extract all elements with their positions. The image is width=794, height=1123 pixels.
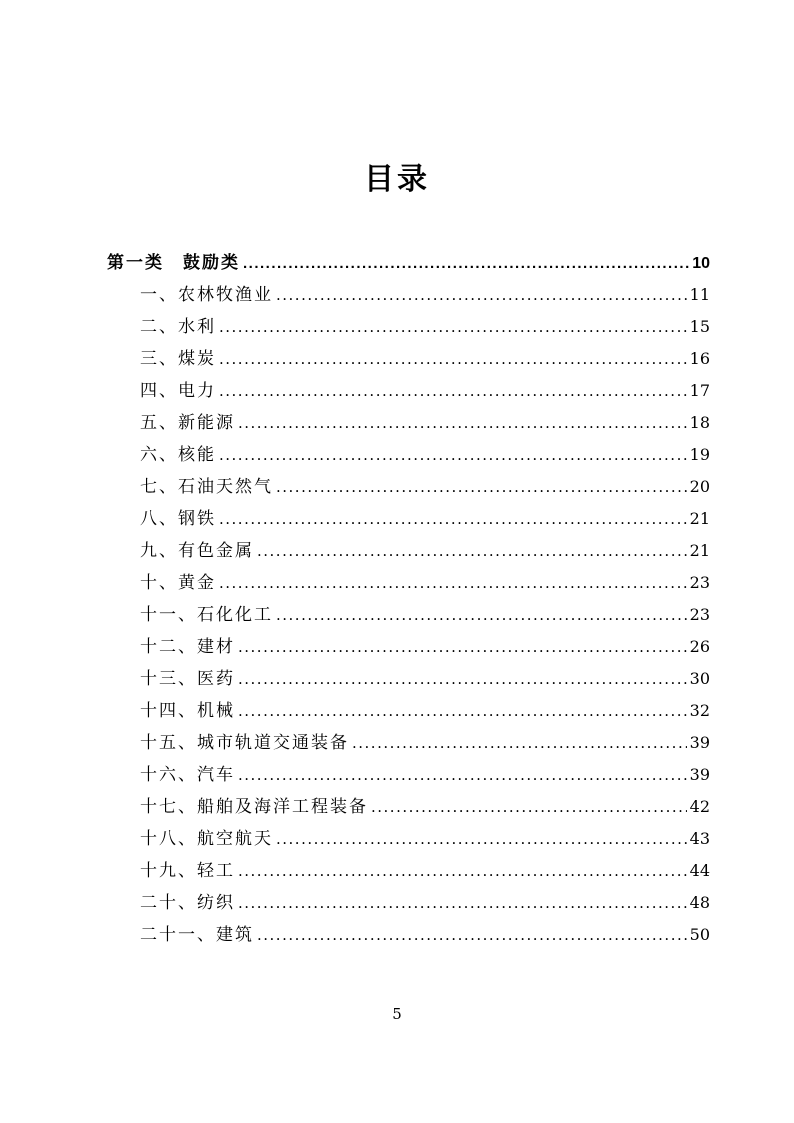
page-title: 目录 <box>364 163 430 196</box>
toc-entry <box>107 631 710 663</box>
toc-entry-page: 39 <box>689 733 710 752</box>
toc-entry-page: 20 <box>689 477 710 496</box>
toc-entry-page: 39 <box>689 765 710 784</box>
toc-entry-title: 九、有色金属 <box>140 541 254 561</box>
toc-entry <box>107 855 710 887</box>
dot-leader <box>276 279 687 311</box>
toc-entry <box>107 535 710 567</box>
toc-entry <box>107 791 710 823</box>
toc-entry-page: 10 <box>692 255 710 272</box>
dot-leader <box>238 695 687 727</box>
toc-entry-page: 18 <box>689 413 710 432</box>
dot-leader <box>276 471 687 503</box>
toc-entry-page: 19 <box>689 445 710 464</box>
dot-leader <box>243 247 689 280</box>
toc-entry-page: 17 <box>689 381 710 400</box>
toc-entry-title: 五、新能源 <box>140 413 235 433</box>
toc-entry <box>107 375 710 407</box>
dot-leader <box>257 535 687 567</box>
toc-entry <box>107 343 710 375</box>
toc-entry-title: 二十、纺织 <box>140 893 235 913</box>
toc-entry-title: 十九、轻工 <box>140 861 235 881</box>
toc-entry-title: 一、农林牧渔业 <box>140 285 273 305</box>
toc-entry-page: 30 <box>689 669 710 688</box>
toc-entry <box>107 663 710 695</box>
toc-entry-page: 15 <box>689 317 710 336</box>
dot-leader <box>238 663 687 695</box>
toc-entry-page: 26 <box>689 637 710 656</box>
dot-leader <box>257 919 687 951</box>
toc-entry-title: 二十一、建筑 <box>140 925 254 945</box>
toc-entry-page: 42 <box>689 797 710 816</box>
toc-entry <box>107 407 710 439</box>
toc-entry <box>107 919 710 951</box>
toc-entry <box>107 599 710 631</box>
dot-leader <box>219 439 687 471</box>
dot-leader <box>219 503 687 535</box>
toc-entry <box>107 439 710 471</box>
toc-entry-page: 50 <box>689 925 710 944</box>
toc-entry-title: 十八、航空航天 <box>140 829 273 849</box>
toc-entry-title: 四、电力 <box>140 381 216 401</box>
toc-entry-page: 21 <box>689 509 710 528</box>
toc-entry-page: 23 <box>689 573 710 592</box>
table-of-contents <box>0 247 794 951</box>
toc-entry-title: 十七、船舶及海洋工程装备 <box>140 797 368 817</box>
dot-leader <box>238 631 687 663</box>
dot-leader <box>219 567 687 599</box>
toc-entry <box>107 567 710 599</box>
toc-entry <box>107 887 710 919</box>
toc-entry <box>107 247 710 279</box>
toc-entry-title: 十一、石化化工 <box>140 605 273 625</box>
toc-entry <box>107 311 710 343</box>
toc-entry-page: 32 <box>689 701 710 720</box>
toc-entry-title: 十四、机械 <box>140 701 235 721</box>
dot-leader <box>352 727 687 759</box>
toc-entry <box>107 279 710 311</box>
dot-leader <box>238 759 687 791</box>
toc-entry-title: 十二、建材 <box>140 637 235 657</box>
toc-entry-title: 十六、汽车 <box>140 765 235 785</box>
toc-entry-page: 11 <box>689 285 710 304</box>
toc-entry-title: 七、石油天然气 <box>140 477 273 497</box>
toc-entry-page: 16 <box>689 349 710 368</box>
dot-leader <box>371 791 687 823</box>
toc-entry-page: 48 <box>689 893 710 912</box>
dot-leader <box>238 855 687 887</box>
dot-leader <box>276 599 687 631</box>
dot-leader <box>219 375 687 407</box>
toc-entry-title: 十三、医药 <box>140 669 235 689</box>
dot-leader <box>276 823 687 855</box>
toc-entry-title: 二、水利 <box>140 317 216 337</box>
toc-entry-page: 23 <box>689 605 710 624</box>
toc-entry <box>107 503 710 535</box>
dot-leader <box>219 311 687 343</box>
toc-entry-page: 43 <box>689 829 710 848</box>
toc-entry-title: 三、煤炭 <box>140 349 216 369</box>
dot-leader <box>238 887 687 919</box>
toc-entry-page: 21 <box>689 541 710 560</box>
toc-entry-title: 十、黄金 <box>140 573 216 593</box>
toc-entry-title: 第一类 鼓励类 <box>107 253 240 272</box>
dot-leader <box>238 407 687 439</box>
toc-entry <box>107 471 710 503</box>
toc-entry-title: 十五、城市轨道交通装备 <box>140 733 349 753</box>
toc-entry <box>107 823 710 855</box>
toc-entry <box>107 695 710 727</box>
toc-entry-title: 六、核能 <box>140 445 216 465</box>
toc-entry <box>107 759 710 791</box>
dot-leader <box>219 343 687 375</box>
toc-entry <box>107 727 710 759</box>
footer-page-number: 5 <box>392 1005 402 1023</box>
toc-entry-page: 44 <box>689 861 710 880</box>
toc-entry-title: 八、钢铁 <box>140 509 216 529</box>
